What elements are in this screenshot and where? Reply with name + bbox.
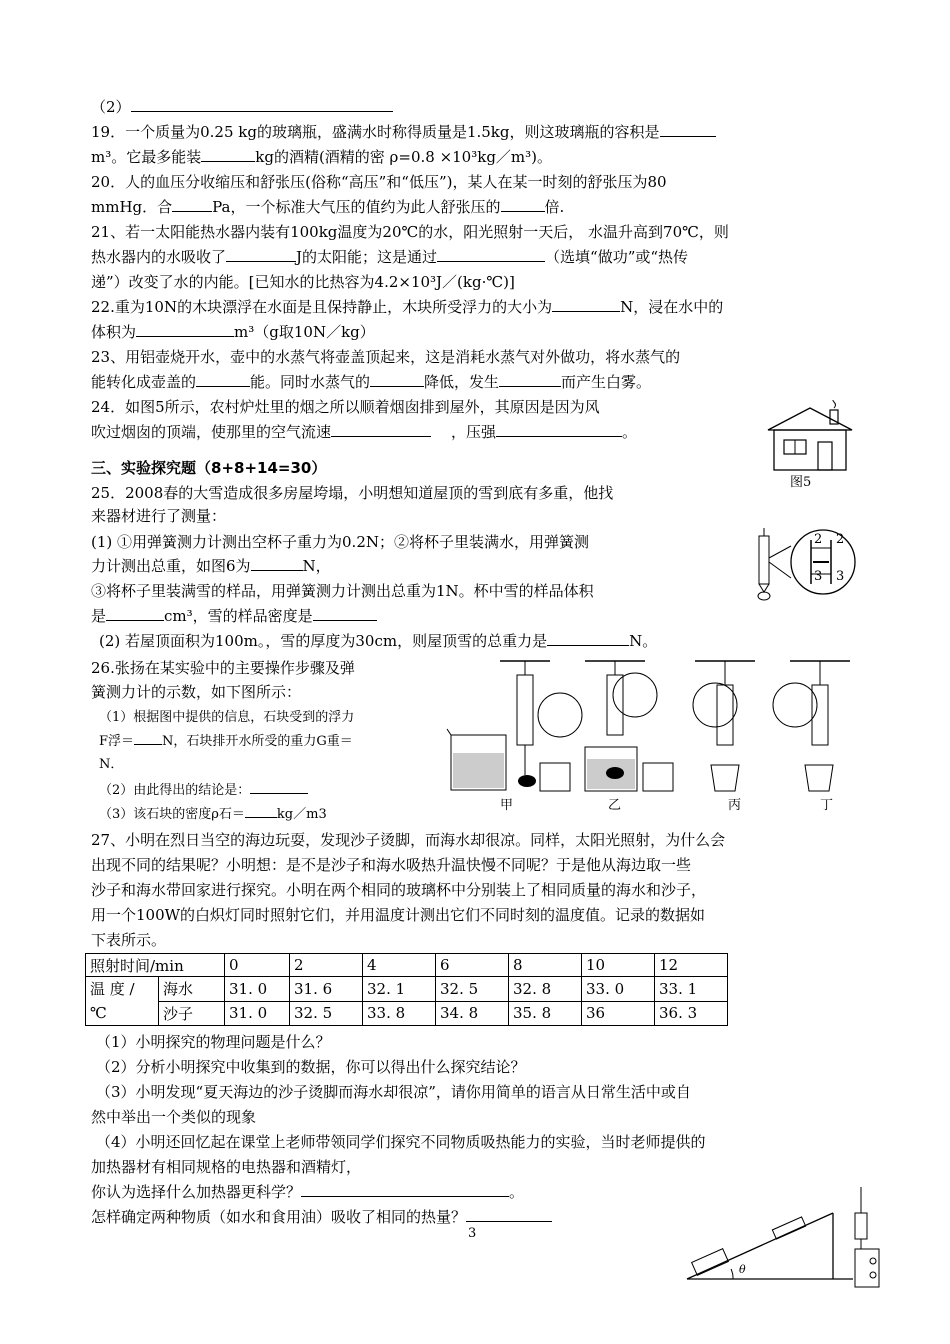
q26-text: 簧测力计的示数，如下图所示： — [91, 683, 302, 701]
q24-text: 24．如图5所示，农村炉灶里的烟之所以顺着烟囱排到屋外，其原因是因为风 — [91, 398, 600, 416]
answer-blank[interactable] — [136, 321, 234, 337]
q27-text: 出现不同的结果呢？小明想：是不是沙子和海水吸热升温快慢不同呢？于是他从海边取一些 — [91, 856, 692, 874]
q26-text: F浮＝ — [99, 734, 135, 749]
q27-text: 然中举出一个类似的现象 — [91, 1108, 257, 1126]
answer-blank[interactable] — [245, 804, 277, 818]
q23-text: 能转化成壶盖的 — [91, 373, 197, 391]
q25-text: ③将杯子里装满雪的样品，用弹簧测力计测出总重为1N。杯中雪的样品体积 — [91, 582, 594, 600]
q27-text: （1）小明探究的物理问题是什么？ — [96, 1033, 331, 1051]
q25-line-4 — [91, 555, 331, 577]
q23-line-2 — [91, 371, 651, 393]
fig5-caption: 图5 — [790, 475, 812, 490]
q23-text: 23、用铝壶烧开水，壶中的水蒸气将壶盖顶起来，这是消耗水蒸气对外做功，将水蒸气的 — [91, 348, 681, 366]
q25-text: (2) 若屋顶面积为100m。，雪的厚度为30cm，则屋顶雪的总重力是 — [99, 632, 548, 650]
table-cell: 海水 — [159, 977, 225, 1002]
q23-text: 而产生白雾。 — [561, 373, 652, 391]
table-cell: 31. 0 — [225, 1001, 290, 1026]
q27-text: 27、小明在烈日当空的海边玩耍，发现沙子烫脚，而海水却很凉。同样，太阳光照射，为什么会 — [91, 831, 726, 849]
q19-line-2 — [91, 146, 552, 168]
answer-blank[interactable] — [301, 1181, 509, 1197]
answer-blank[interactable] — [370, 371, 424, 387]
q26-text: （2）由此得出的结论是： — [99, 783, 251, 798]
q26-line-2 — [91, 681, 301, 703]
q23-text: 能。同时水蒸气的 — [250, 373, 371, 391]
table-row — [86, 1001, 728, 1026]
q25-text: (1) ①用弹簧测力计测出空杯子重力为0.2N；②将杯子里装满水，用弹簧测 — [91, 533, 589, 551]
answer-blank[interactable] — [660, 121, 716, 137]
q27-sub-3a — [96, 1081, 691, 1103]
q22-text: m³（g取10N／kg） — [234, 323, 375, 341]
table-header-cell: 照射时间/min — [86, 954, 225, 977]
answer-blank[interactable] — [331, 421, 431, 437]
q27-sub-3b — [91, 1106, 256, 1128]
q27-text: 怎样确定两种物质（如水和食用油）吸收了相同的热量？ — [91, 1208, 467, 1226]
q25-line-6 — [91, 605, 377, 627]
q27-text: 沙子和海水带回家进行探究。小明在两个相同的玻璃杯中分别装上了相同质量的海水和沙子， — [91, 881, 707, 899]
buoyancy-experiment-figure — [445, 655, 875, 800]
table-header-cell: 12 — [655, 954, 728, 977]
table-cell: 沙子 — [159, 1001, 225, 1026]
q26-line-5 — [99, 754, 123, 776]
q25-text: 来器材进行了测量： — [91, 507, 227, 525]
q19-text: m³。它最多能装 — [91, 148, 202, 166]
table-cell: 32. 5 — [436, 977, 509, 1002]
table-cell: 34. 8 — [436, 1001, 509, 1026]
q22-line-2 — [91, 321, 375, 343]
temp-unit: ℃ — [90, 1004, 107, 1022]
fig-label-jia: 甲 — [500, 798, 514, 813]
q23-text: 降低，发生 — [424, 373, 500, 391]
table-cell: 35. 8 — [509, 1001, 582, 1026]
spring-scale-figure — [755, 526, 865, 604]
q19-text: 19．一个质量为0.25 kg的玻璃瓶，盛满水时称得质量是1.5kg，则这玻璃瓶的容积是 — [91, 123, 660, 141]
table-cell: 31. 6 — [290, 977, 363, 1002]
answer-blank[interactable] — [466, 1206, 552, 1222]
scale-tick: 2 — [814, 532, 823, 547]
q26-line-7 — [99, 804, 327, 826]
answer-blank[interactable] — [547, 630, 629, 646]
q25-text: 25．2008春的大雪造成很多房屋垮塌，小明想知道屋顶的雪到底有多重，他找 — [91, 484, 614, 502]
table-cell: 33. 0 — [582, 977, 655, 1002]
answer-blank[interactable] — [131, 96, 393, 112]
q27-sub-4c — [91, 1181, 524, 1203]
q21-line-3 — [91, 271, 515, 293]
answer-blank[interactable] — [106, 605, 164, 621]
table-header-cell: 2 — [290, 954, 363, 977]
table-row — [86, 954, 728, 977]
q22-text: 22.重为10N的木块漂浮在水面是且保持静止，木块所受浮力的大小为 — [91, 298, 553, 316]
q21-line-2 — [91, 246, 688, 268]
table-cell: 36. 3 — [655, 1001, 728, 1026]
q24-line-1 — [91, 396, 600, 418]
q26-line-1 — [91, 657, 355, 679]
page-number: 3 — [468, 1226, 477, 1241]
q26-text: 26.张扬在某实验中的主要操作步骤及弹 — [91, 659, 355, 677]
answer-blank[interactable] — [196, 371, 250, 387]
scale-tick: 3 — [814, 569, 823, 584]
q21-text: 热水器内的水吸收了 — [91, 248, 227, 266]
temp-label-cell — [86, 977, 159, 1026]
q25-line-2 — [91, 505, 226, 527]
q25-text: N。 — [629, 632, 658, 650]
q25-text: 力计测出总重，如图6为 — [91, 557, 251, 575]
q24-text: ，压强 — [451, 423, 497, 441]
answer-blank[interactable] — [496, 421, 622, 437]
q21-line-1 — [91, 221, 729, 243]
q26-line-3 — [99, 707, 354, 729]
q19-line-1 — [91, 121, 716, 143]
q25-text: cm³，雪的样品密度是 — [164, 607, 313, 625]
answer-blank[interactable] — [250, 780, 308, 794]
q21-text: J的太阳能；这是通过 — [296, 248, 438, 266]
q26-text: N，石块排开水所受的重力G重＝ — [162, 734, 353, 749]
q20-text: mmHg．合 — [91, 198, 173, 216]
temperature-table — [85, 953, 728, 1026]
table-header-cell: 4 — [363, 954, 436, 977]
table-cell: 36 — [582, 1001, 655, 1026]
q24-text: 。 — [622, 423, 638, 441]
table-cell: 31. 0 — [225, 977, 290, 1002]
q22-line-1 — [91, 296, 723, 318]
table-cell: 33. 1 — [655, 977, 728, 1002]
q23-line-1 — [91, 346, 680, 368]
q27-sub-4b — [91, 1156, 361, 1178]
q21-text: 递”）改变了水的内能。[已知水的比热容为4.2×10³J／(kg·℃)] — [91, 273, 515, 291]
section-heading: 三、实验探究题（8+8+14=30） — [91, 459, 327, 477]
q21-text: （选填“做功”或“热传 — [545, 248, 689, 266]
answer-blank[interactable] — [251, 555, 303, 571]
q24-line-2 — [91, 421, 637, 443]
fig-label-bing: 丙 — [728, 798, 742, 813]
q27-line-4 — [91, 904, 705, 926]
q27-line-2 — [91, 854, 691, 876]
q26-text: N． — [99, 757, 124, 772]
table-cell: 32. 8 — [509, 977, 582, 1002]
q25-line-3 — [91, 531, 589, 553]
q27-text: 。 — [509, 1183, 525, 1201]
q22-text: 体积为 — [91, 323, 137, 341]
q18-line — [91, 96, 393, 118]
answer-blank[interactable] — [499, 371, 561, 387]
scale-tick: 2 — [836, 532, 845, 547]
q20-line-2 — [91, 196, 564, 218]
answer-blank[interactable] — [552, 296, 620, 312]
answer-blank[interactable] — [501, 196, 545, 212]
q26-line-6 — [99, 780, 308, 802]
q27-sub-2 — [96, 1056, 526, 1078]
fig-label-yi: 乙 — [608, 798, 622, 813]
q27-text: 用一个100W的白炽灯同时照射它们，并用温度计测出它们不同时刻的温度值。记录的数据如 — [91, 906, 706, 924]
q26-text: （3）该石块的密度ρ石＝ — [99, 807, 245, 822]
q25-line-1 — [91, 482, 613, 504]
table-header-cell: 0 — [225, 954, 290, 977]
q20-text: 倍. — [544, 198, 565, 216]
q25-line-7 — [99, 630, 657, 652]
q27-text: 下表所示。 — [91, 931, 167, 949]
q27-sub-1 — [96, 1031, 331, 1053]
table-cell: 32. 5 — [290, 1001, 363, 1026]
q27-text: （2）分析小明探究中收集到的数据，你可以得出什么探究结论？ — [96, 1058, 526, 1076]
table-header-cell: 10 — [582, 954, 655, 977]
q27-line-5 — [91, 929, 166, 951]
answer-blank[interactable] — [172, 196, 212, 212]
q27-text: 加热器材有相同规格的电热器和酒精灯， — [91, 1158, 362, 1176]
q25-text: N， — [302, 557, 331, 575]
incline-figure — [683, 1183, 903, 1293]
answer-blank[interactable] — [313, 605, 377, 621]
q27-text: （4）小明还回忆起在课堂上老师带领同学们探究不同物质吸热能力的实验，当时老师提供的 — [96, 1133, 706, 1151]
answer-blank[interactable] — [134, 731, 162, 745]
temp-label: 温 度 / — [90, 980, 135, 998]
scale-tick: 3 — [836, 569, 845, 584]
q26-text: （1）根据图中提供的信息，石块受到的浮力 — [99, 710, 355, 725]
q22-text: N，浸在水中的 — [620, 298, 724, 316]
table-cell: 32. 1 — [363, 977, 436, 1002]
q27-line-3 — [91, 879, 706, 901]
q20-text: Pa，一个标准大气压的值约为此人舒张压的 — [212, 198, 501, 216]
table-header-cell: 8 — [509, 954, 582, 977]
table-cell: 33. 8 — [363, 1001, 436, 1026]
q18-label: （2） — [91, 98, 131, 116]
q27-text: 你认为选择什么加热器更科学？ — [91, 1183, 302, 1201]
q25-text: 是 — [91, 607, 107, 625]
q27-line-1 — [91, 829, 725, 851]
q25-line-5 — [91, 580, 594, 602]
q26-text: kg／m3 — [276, 807, 327, 822]
q27-text: （3）小明发现“夏天海边的沙子烫脚而海水却很凉”，请你用简单的语言从日常生活中或自 — [96, 1083, 691, 1101]
q24-text: 吹过烟囱的顶端，使那里的空气流速 — [91, 423, 332, 441]
q27-sub-4e — [91, 1206, 552, 1228]
q27-sub-4a — [96, 1131, 706, 1153]
fig-label-ding: 丁 — [820, 798, 834, 813]
q20-text: 20．人的血压分收缩压和舒张压(俗称“高压”和“低压”)，某人在某一时刻的舒张压为80 — [91, 173, 667, 191]
answer-blank[interactable] — [226, 246, 296, 262]
q20-line-1 — [91, 171, 667, 193]
q21-text: 21、若一太阳能热水器内装有100kg温度为20℃的水，阳光照射一天后， 水温升高到70℃，则 — [91, 223, 729, 241]
q26-line-4 — [99, 731, 353, 753]
q19-text: kg的酒精(酒精的密 ρ=0.8 ×10³kg／m³)。 — [255, 148, 553, 166]
svg-text:θ: θ — [739, 1263, 746, 1276]
table-row — [86, 977, 728, 1002]
answer-blank[interactable] — [201, 146, 255, 162]
table-header-cell: 6 — [436, 954, 509, 977]
answer-blank[interactable] — [437, 246, 545, 262]
